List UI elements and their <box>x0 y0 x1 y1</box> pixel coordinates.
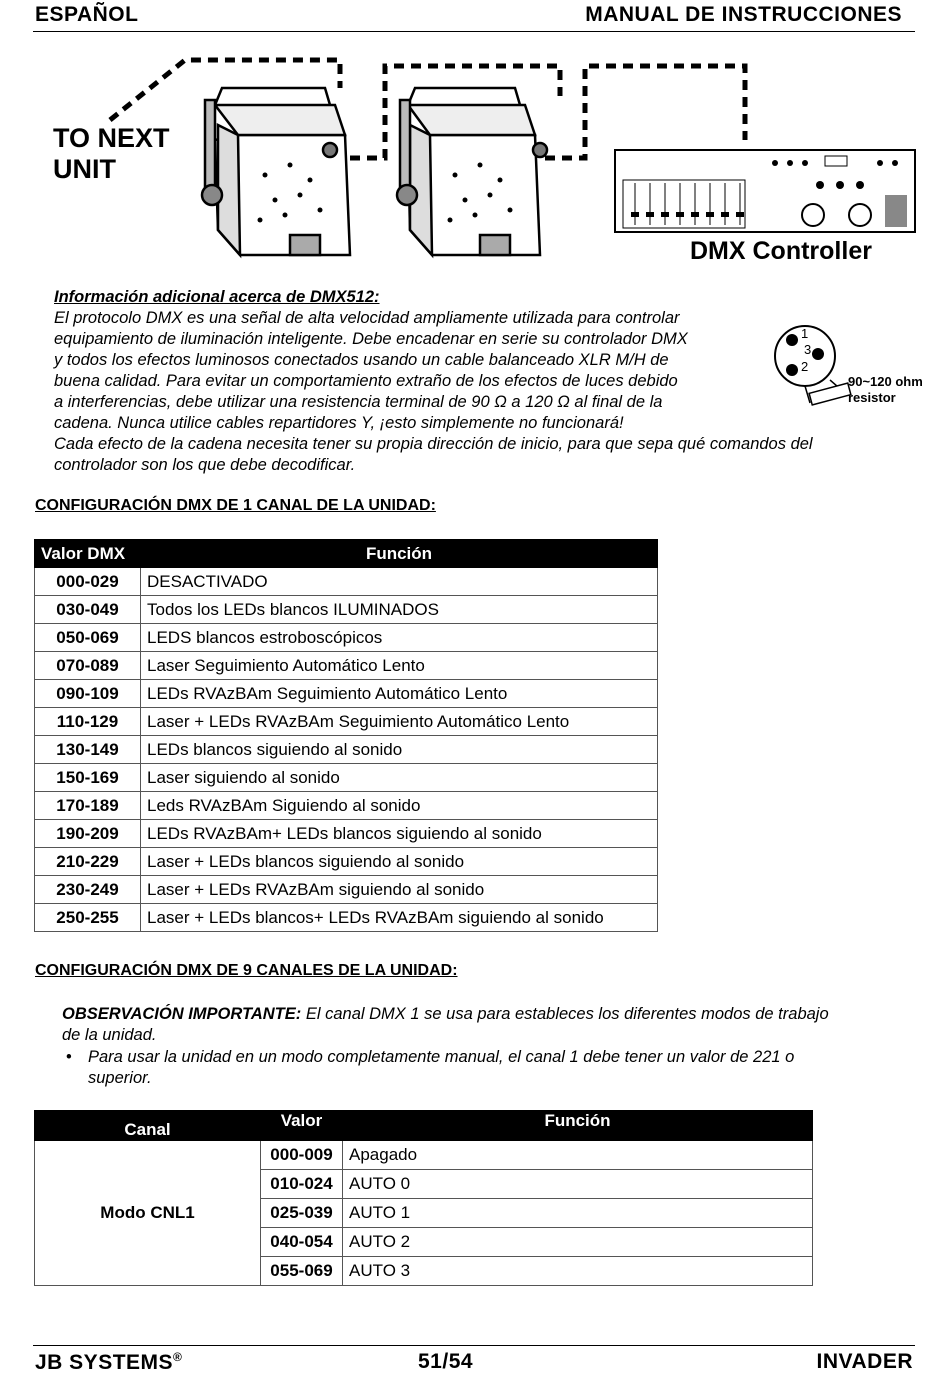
dmx-value-cell: 150-169 <box>35 764 141 792</box>
bullet-icon: • <box>66 1048 72 1066</box>
footer-brand <box>35 1350 182 1375</box>
cable-to-controller <box>545 66 745 158</box>
info-title: Información adicional acerca de DMX512: <box>54 288 380 306</box>
manual-mode-bullet <box>64 1047 914 1089</box>
xlr-pin-1: 1 <box>801 326 809 341</box>
dmx-value-cell: 130-149 <box>35 736 141 764</box>
info-line: El protocolo DMX es una señal de alta velocidad ampliamente utilizada para controlar <box>54 309 680 327</box>
table-row <box>35 652 658 680</box>
table-row <box>35 820 658 848</box>
function-cell: LEDs RVAzBAm Seguimiento Automático Lento <box>141 680 658 708</box>
header-manual-title: MANUAL DE INSTRUCCIONES <box>585 3 902 26</box>
info-paragraph-2 <box>54 434 924 476</box>
dmx-controller-label: DMX Controller <box>690 237 872 265</box>
function-cell: AUTO 0 <box>343 1170 813 1199</box>
function-cell: LEDS blancos estroboscópicos <box>141 624 658 652</box>
channel-cell: Modo CNL1 <box>35 1141 261 1286</box>
dmx-value-cell: 000-029 <box>35 568 141 596</box>
col-funcion-9ch: Función <box>343 1111 813 1141</box>
dmx-value-cell: 090-109 <box>35 680 141 708</box>
xlr-connector-diagram <box>770 318 940 413</box>
section-2-title: CONFIGURACIÓN DMX DE 9 CANALES DE LA UNIDAD: <box>35 962 458 979</box>
table-row <box>35 1141 813 1170</box>
to-next-unit-line-1: TO NEXT <box>53 123 170 153</box>
value-cell: 055-069 <box>261 1257 343 1286</box>
dmx-value-cell: 250-255 <box>35 904 141 932</box>
dmx-value-cell: 030-049 <box>35 596 141 624</box>
dmx-value-cell: 070-089 <box>35 652 141 680</box>
bullet-text: Para usar la unidad en un modo completamente manual, el canal 1 debe tener un valor de 221 o <box>88 1048 795 1066</box>
bullet-text-2: superior. <box>88 1069 152 1087</box>
info-line: equipamiento de iluminación inteligente. Debe encadenar en serie su controlador DMX <box>54 330 688 348</box>
info-line: a interferencias, debe utilizar una resistencia terminal de 90 Ω a 120 Ω al final de la <box>54 393 663 411</box>
table-row <box>35 904 658 932</box>
important-note <box>62 1004 914 1046</box>
function-cell: Laser Seguimiento Automático Lento <box>141 652 658 680</box>
page-number: 51/54 <box>418 1350 474 1373</box>
function-cell: Todos los LEDs blancos ILUMINADOS <box>141 596 658 624</box>
table-row <box>35 680 658 708</box>
dmx-value-cell: 050-069 <box>35 624 141 652</box>
dmx-value-cell: 230-249 <box>35 876 141 904</box>
dmx-9-channel-table <box>34 1110 813 1286</box>
table-row <box>35 848 658 876</box>
function-cell: Laser + LEDs RVAzBAm Seguimiento Automático Lento <box>141 708 658 736</box>
dmx-1-channel-table <box>34 539 658 932</box>
value-cell: 025-039 <box>261 1199 343 1228</box>
note-label: OBSERVACIÓN IMPORTANTE: <box>62 1005 302 1023</box>
table-row <box>35 876 658 904</box>
col-funcion: Función <box>141 540 658 568</box>
dmx-value-cell: 210-229 <box>35 848 141 876</box>
info-paragraph <box>54 308 756 434</box>
table-row <box>35 596 658 624</box>
dmx-value-cell: 170-189 <box>35 792 141 820</box>
col-valor: Valor <box>261 1111 343 1141</box>
function-cell: Leds RVAzBAm Siguiendo al sonido <box>141 792 658 820</box>
to-next-unit-line-2: UNIT <box>53 154 116 184</box>
footer-rule <box>33 1345 915 1346</box>
table-row <box>35 792 658 820</box>
dmx-controller-device <box>615 150 915 232</box>
table-row <box>35 708 658 736</box>
dmx-value-cell: 190-209 <box>35 820 141 848</box>
function-cell: LEDs blancos siguiendo al sonido <box>141 736 658 764</box>
function-cell: Laser + LEDs blancos siguiendo al sonido <box>141 848 658 876</box>
dmx-value-cell: 110-129 <box>35 708 141 736</box>
xlr-pin-3: 3 <box>804 342 812 357</box>
table-row <box>35 568 658 596</box>
function-cell: LEDs RVAzBAm+ LEDs blancos siguiendo al sonido <box>141 820 658 848</box>
function-cell: AUTO 3 <box>343 1257 813 1286</box>
header-language: ESPAÑOL <box>35 3 139 26</box>
function-cell: Laser siguiendo al sonido <box>141 764 658 792</box>
info-line: cadena. Nunca utilice cables repartidores Y, ¡esto simplemente no funcionará! <box>54 414 624 432</box>
note-text: El canal DMX 1 se usa para estableces los diferentes modos de trabajo <box>301 1005 829 1023</box>
function-cell: AUTO 1 <box>343 1199 813 1228</box>
function-cell: Apagado <box>343 1141 813 1170</box>
xlr-pin-2: 2 <box>801 359 809 374</box>
table-row <box>35 624 658 652</box>
col-valor-dmx: Valor DMX <box>35 540 141 568</box>
function-cell: DESACTIVADO <box>141 568 658 596</box>
function-cell: Laser + LEDs blancos+ LEDs RVAzBAm siguiendo al sonido <box>141 904 658 932</box>
dmx-connection-diagram <box>0 38 950 278</box>
resistor-label-line-1: 90~120 ohm <box>848 374 923 389</box>
value-cell: 040-054 <box>261 1228 343 1257</box>
section-1-title: CONFIGURACIÓN DMX DE 1 CANAL DE LA UNIDAD: <box>35 497 436 514</box>
info-line: y todos los efectos luminosos conectados usando un cable balanceado XLR M/H de <box>54 351 669 369</box>
table-row <box>35 736 658 764</box>
info-line: Cada efecto de la cadena necesita tener su propia dirección de inicio, para que sepa qué comandos del <box>54 435 813 453</box>
light-unit-2 <box>397 88 547 255</box>
note-text-2: de la unidad. <box>62 1026 157 1044</box>
function-cell: AUTO 2 <box>343 1228 813 1257</box>
resistor-label-line-2: resistor <box>848 390 896 405</box>
registered-mark: ® <box>173 1350 183 1364</box>
table-row <box>35 764 658 792</box>
col-canal: Canal <box>35 1111 261 1141</box>
footer-brand-text: JB SYSTEMS <box>35 1351 174 1374</box>
dmx-1-channel-rows <box>35 568 658 932</box>
header-rule <box>33 31 915 32</box>
info-line: buena calidad. Para evitar un comportamiento extraño de los efectos de luces debido <box>54 372 678 390</box>
footer-model: INVADER <box>816 1350 913 1373</box>
value-cell: 010-024 <box>261 1170 343 1199</box>
value-cell: 000-009 <box>261 1141 343 1170</box>
info-line: controlador son los que debe decodificar. <box>54 456 356 474</box>
light-unit-1 <box>202 88 350 255</box>
resistor-label <box>848 374 923 406</box>
dmx-9-channel-rows <box>35 1141 813 1286</box>
function-cell: Laser + LEDs RVAzBAm siguiendo al sonido <box>141 876 658 904</box>
to-next-unit-label <box>53 123 170 185</box>
